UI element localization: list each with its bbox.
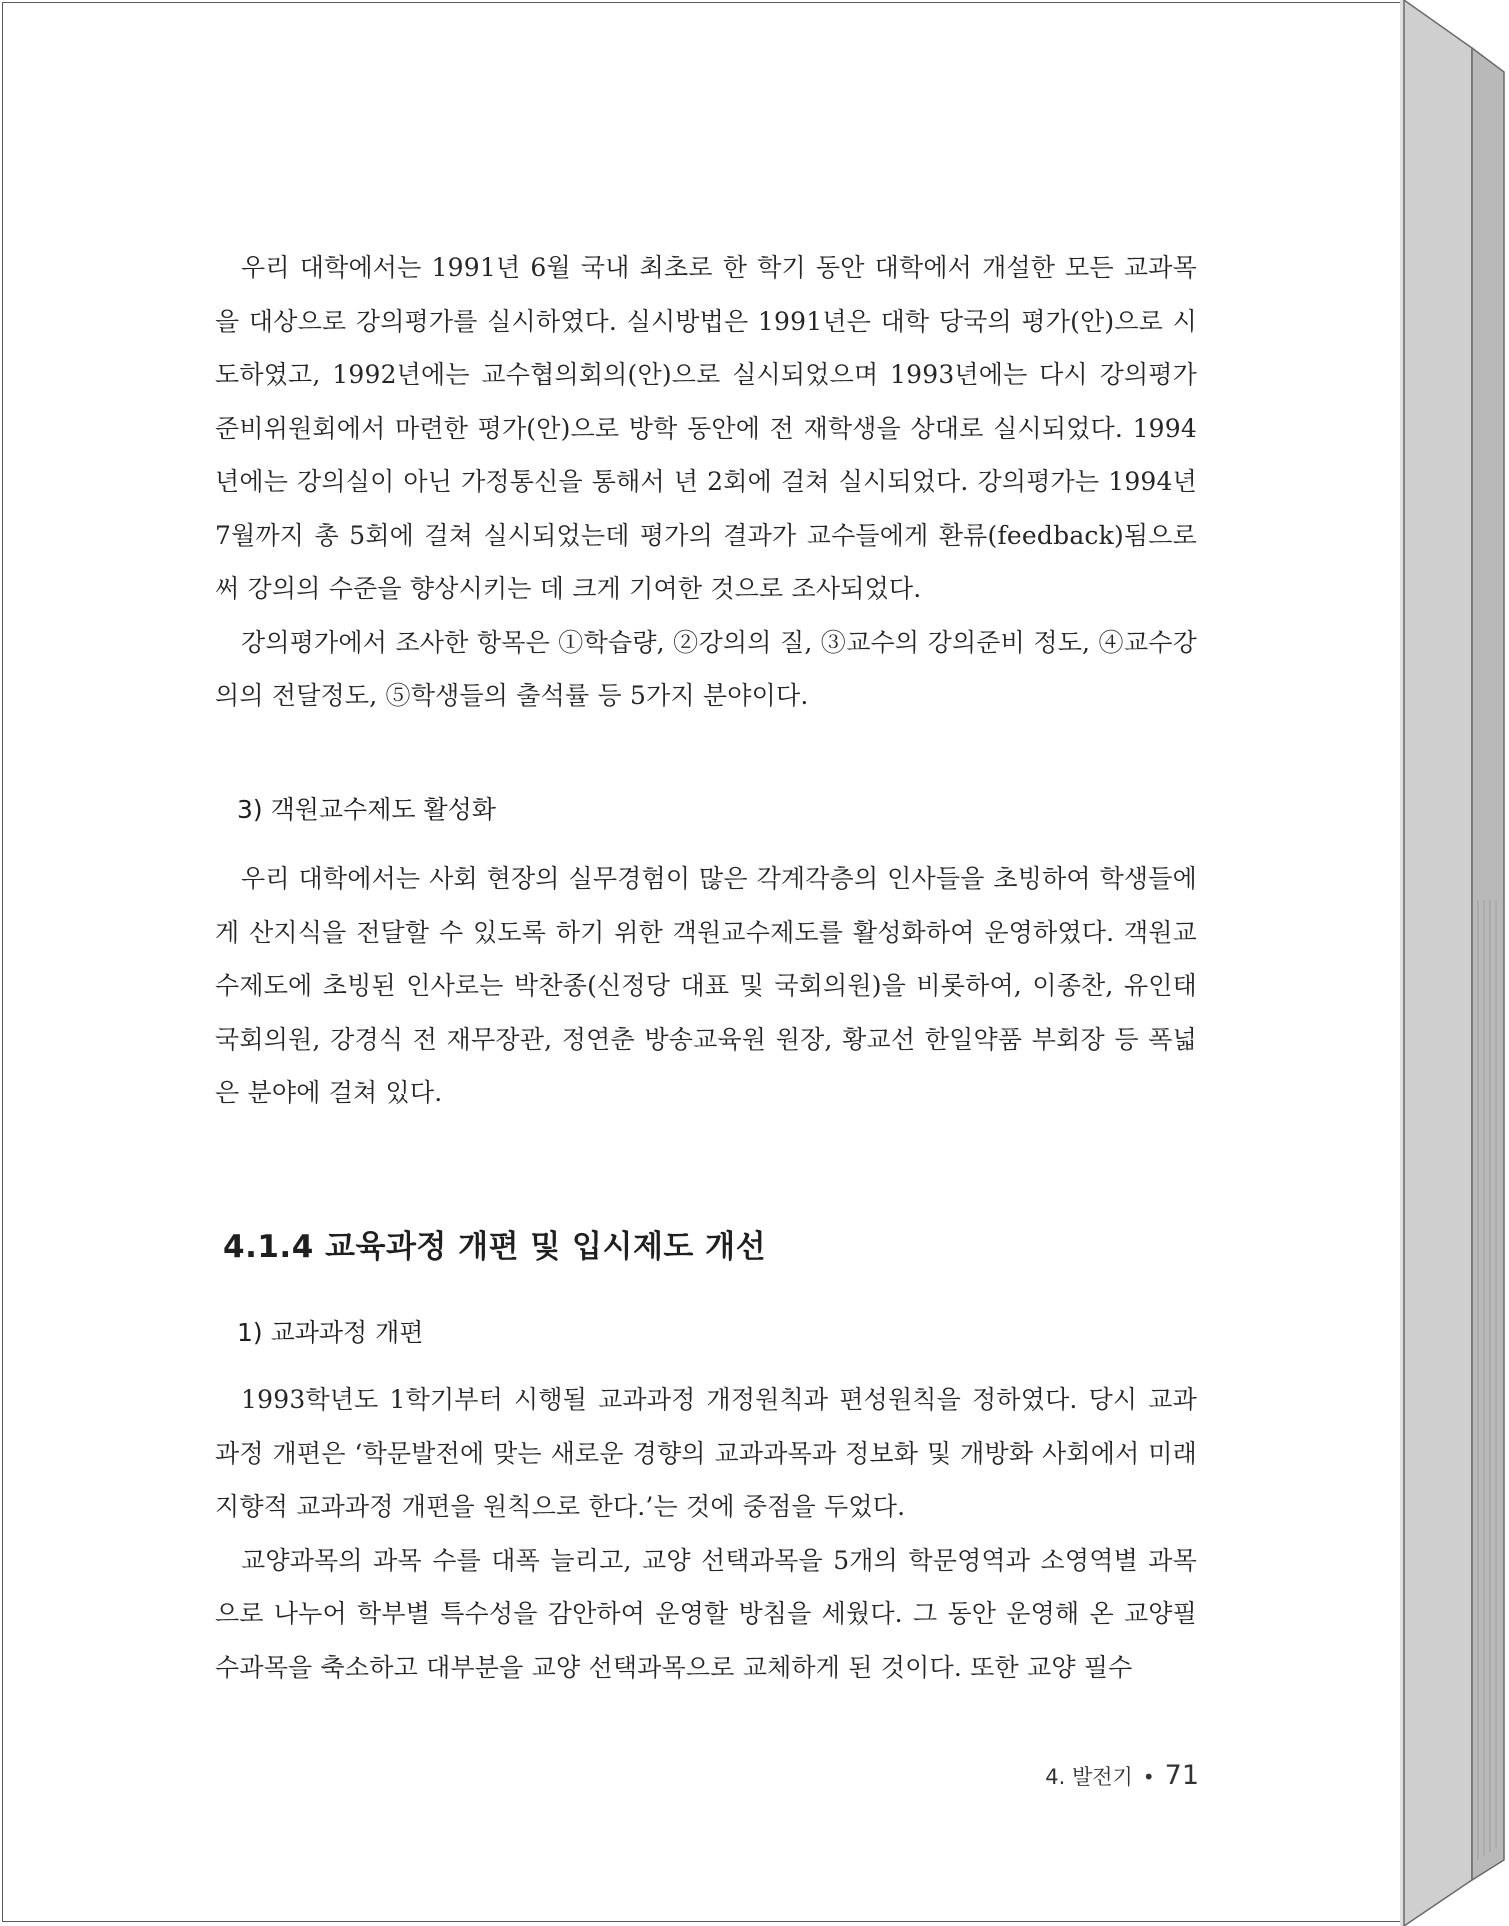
page-footer	[1003, 1760, 1199, 1791]
footer-bullet: •	[1142, 1765, 1155, 1789]
visiting-professor-text-block	[215, 852, 1197, 1120]
book-page	[2, 2, 1402, 1922]
book-edge-3d	[1400, 0, 1509, 1926]
page-number: 71	[1164, 1760, 1199, 1791]
paragraph-visiting-professor: 우리 대학에서는 사회 현장의 실무경험이 많은 각계각층의 인사들을 초빙하여 학생들에게 산지식을 전달할 수 있도록 하기 위한 객원교수제도를 활성화하여 운영하였다. 객원교수제도에 초빙된 인사로는 박찬종(신정당 대표 및 국회의원)을 비롯하여, 이종찬, 유인태 국회의원, 강경식 전 재무장관, 정연춘 방송교육원 원장, 황교선 한일약품 부회장 등 폭넓은 분야에 걸쳐 있다.	[215, 864, 1197, 1107]
subsection-heading-curriculum: 1) 교과과정 개편	[237, 1318, 424, 1347]
paragraph-lecture-evaluation: 우리 대학에서는 1991년 6월 국내 최초로 한 학기 동안 대학에서 개설한 모든 교과목을 대상으로 강의평가를 실시하였다. 실시방법은 1991년은 대학 당국의 평가(안)으로 시도하였고, 1992년에는 교수협의회의(안)으로 실시되었으며 1993년에는 다시 강의평가준비위원회에서 마련한 평가(안)으로 방학 동안에 전 재학생을 상대로 실시되었다. 1994년에는 강의실이 아닌 가정통신을 통해서 년 2회에 걸쳐 실시되었다. 강의평가는 1994년 7월까지 총 5회에 걸쳐 실시되었는데 평가의 결과가 교수들에게 환류(feedback)됨으로써 강의의 수준을 향상시키는 데 크게 기여한 것으로 조사되었다.	[215, 253, 1197, 603]
subsection-heading-visiting-professor: 3) 객원교수제도 활성화	[237, 795, 496, 824]
curriculum-text-block	[215, 1373, 1197, 1694]
section-heading: 4.1.4 교육과정 개편 및 입시제도 개선	[223, 1229, 767, 1265]
paragraph-evaluation-items: 강의평가에서 조사한 항목은 ①학습량, ②강의의 질, ③교수의 강의준비 정도, ④교수강의의 전달정도, ⑤학생들의 출석률 등 5가지 분야이다.	[215, 627, 1197, 710]
paragraph-curriculum-principles: 1993학년도 1학기부터 시행될 교과과정 개정원칙과 편성원칙을 정하였다. 당시 교과과정 개편은 ‘학문발전에 맞는 새로운 경향의 교과과목과 정보화 및 개방화 사회에서 미래지향적 교과과정 개편을 원칙으로 한다.’는 것에 중점을 두었다.	[215, 1385, 1197, 1521]
paragraph-liberal-arts: 교양과목의 과목 수를 대폭 늘리고, 교양 선택과목을 5개의 학문영역과 소영역별 과목으로 나누어 학부별 특수성을 감안하여 운영할 방침을 세웠다. 그 동안 운영해 온 교양필수과목을 축소하고 대부분을 교양 선택과목으로 교체하게 된 것이다. 또한 교양 필수	[215, 1545, 1197, 1682]
intro-text-block	[215, 241, 1197, 723]
footer-chapter: 4. 발전기	[1045, 1765, 1133, 1789]
